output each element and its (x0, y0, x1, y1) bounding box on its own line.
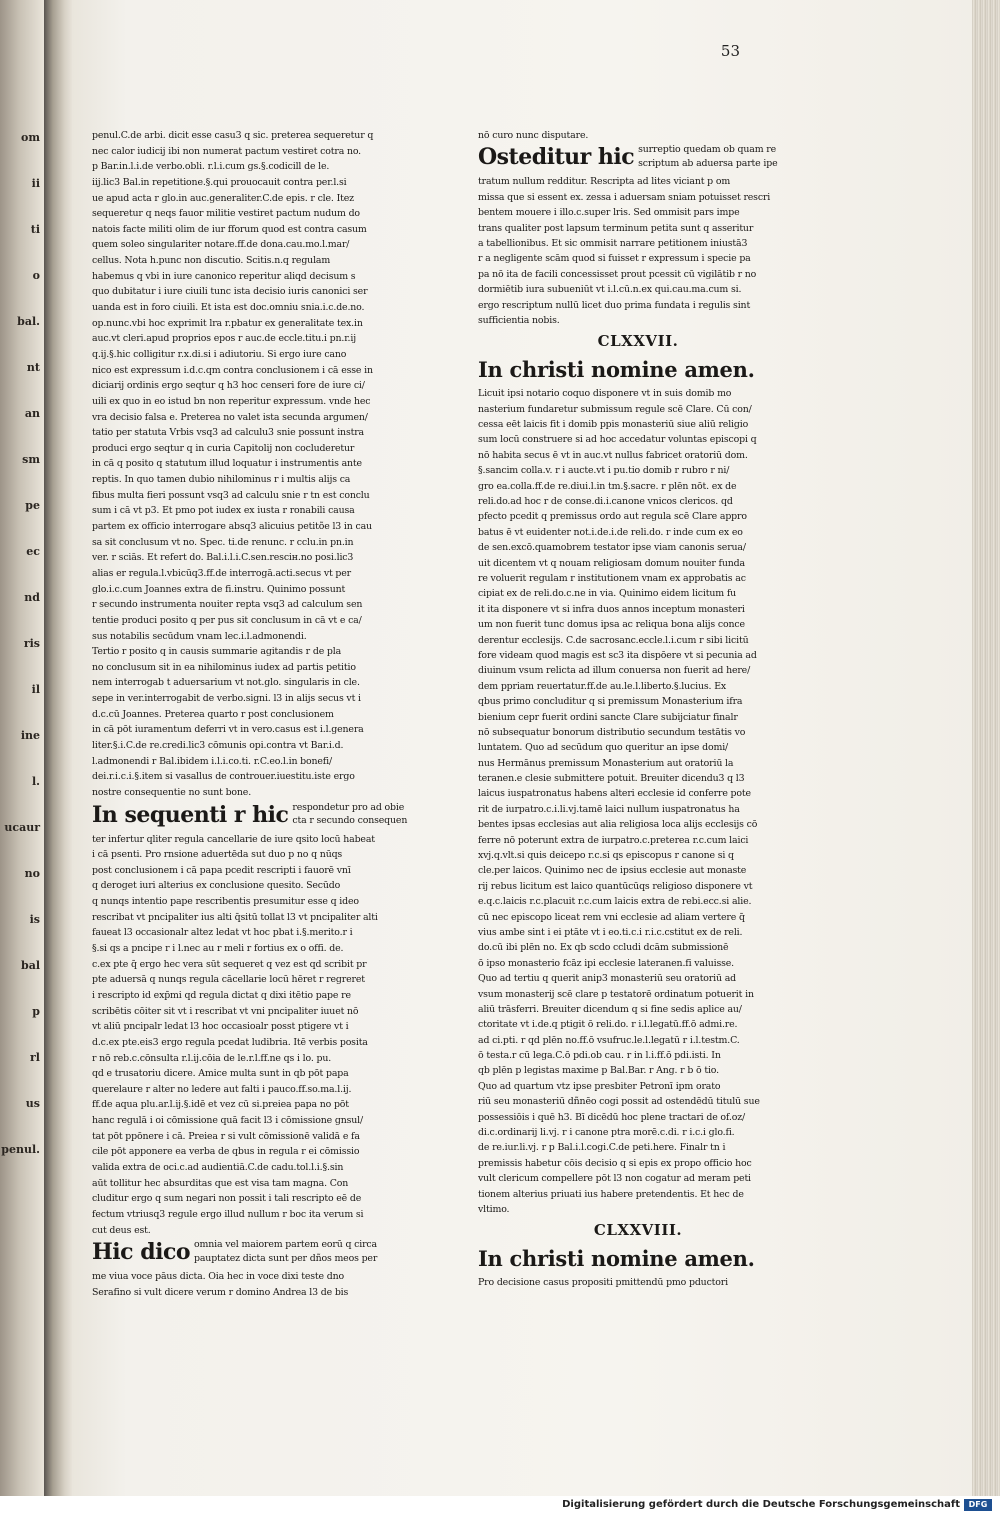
left-text-line: liter.§.i.C.de re.credi.lic3 cōmunis opi.contra vt Bar.i.d. (92, 739, 344, 751)
margin-fragment: no (24, 867, 40, 880)
right-text-line: vult clericum compellere pōt l3 non cogatur ad meram peti (478, 1173, 751, 1185)
margin-fragment: il (31, 683, 40, 696)
margin-fragment: om (21, 131, 40, 144)
right-text-line: missa que si essent ex. zessa i aduersam sniam potuisset rescri (478, 191, 771, 203)
margin-fragment: an (24, 407, 40, 420)
left-text-line: Tertio r posito q in causis summarie agitandis r de pla (92, 646, 342, 658)
left-text-line: op.nunc.vbi hoc exprimit lra r.pbatur ex generalitate tex.in (92, 317, 363, 329)
initial-line-continuation: omnia vel maiorem partem eorū q circa pauptatez dicta sunt per dños meos per (194, 1239, 378, 1264)
left-text-line: quem soleo singulariter notare.ff.de dona.cau.mo.l.mar/ (92, 239, 350, 251)
left-text-line: i cā psenti. Pro rnsione aduertēda sut duo p no q nūqs (92, 849, 343, 861)
right-text-line: pfecto pcedit q premissus ordo aut regula scē Clare appro (478, 511, 747, 523)
right-text-line: tionem alterius priuati ius habere pretendentis. Et hec de (478, 1188, 744, 1200)
left-text-line: ff.de aqua plu.ar.l.ij.§.idē et vez cū si.preiea papa no pōt (92, 1099, 349, 1111)
right-text-line: aliū trāsferri. Breuiter dicendum q si fine sedis aplice au/ (478, 1003, 742, 1015)
margin-fragment: ucaur (4, 821, 40, 834)
left-text-line: iij.lic3 Bal.in repetitione.§.qui prouocauit contra per.l.si (92, 176, 347, 188)
right-text-line: e.q.c.laicis r.c.placuit r.c.cum laicis extra de rebi.ecc.si alie. (478, 896, 752, 908)
left-text-line: qd e trusatoriu dicere. Amice multa sunt in qb pōt papa (92, 1068, 349, 1080)
margin-fragment: pe (25, 499, 40, 512)
right-text-line: nus Hermānus premissum Monasterium aut oratoriū la (478, 757, 734, 769)
initial-line (92, 801, 414, 832)
initial-line-continuation: surreptio quedam ob quam re scriptum ab aduersa parte ipe (638, 144, 778, 169)
left-text-line: ter infertur qliter regula cancellarie de iure qsito locū habeat (92, 833, 375, 845)
right-text-line: gro ea.colla.ff.de re.diui.l.in tm.§.sacre. r plēn nōt. ex de (478, 480, 737, 492)
right-text-line: ergo rescriptum nullū licet duo prima fundata i regulis sint (478, 299, 751, 311)
margin-fragment: rl (30, 1051, 40, 1064)
left-text-line: sepe in ver.interrogabit de verbo.signi. l3 in alijs secus vt i (92, 693, 361, 705)
right-text-line: vius ambe sint i ei ptāte vt i eo.ti.c.i r.i.c.cstitut ex de reli. (478, 926, 743, 938)
left-text-line: sequeretur q neqs fauor militie vestiret pactum nudum do (92, 208, 360, 220)
right-text-line: vsum monasterij scē clare p testatorē ordinatum potuerit in (478, 988, 754, 1000)
right-text-line: Licuit ipsi notario coquo disponere vt in suis domib mo (478, 388, 732, 400)
left-text-line: tat pōt ppōnere i cā. Preiea r si vult cōmissionē validā e fa (92, 1130, 360, 1142)
right-text-line: nō subsequatur bonorum distributio secundum testātis vo (478, 726, 746, 738)
right-text-line: de sen.excō.quamobrem testator ipse viam canonis serua/ (478, 542, 746, 554)
left-page-text-fragments (0, 130, 44, 1188)
margin-fragment: nd (24, 591, 40, 604)
left-text-line: §.si qs a pncipe r i l.nec au r meli r fortius ex o offi. de. (92, 943, 344, 955)
right-text-line: luntatem. Quo ad secūdum quo queritur an ipse domi/ (478, 742, 729, 754)
right-text-line: um non fuerit tunc domus ipsa ac reliqua bona alijs conce (478, 619, 745, 631)
right-text-line: fore videam quod magis est sc3 ita dispōere vt si pecunia ad (478, 649, 757, 661)
right-text-line: rit de iurpatro.c.i.li.vj.tamē laici nullum iuspatronatus ha (478, 803, 740, 815)
left-text-line: post conclusionem i cā papa pcedit rescripti i fauorē vnī (92, 864, 351, 876)
display-initial-words: Osteditur hic (478, 144, 635, 171)
page-edges (972, 0, 1000, 1496)
left-text-line: me viua voce pāus dicta. Oia hec in voce dixi teste dno (92, 1271, 344, 1283)
left-text-line: r nō reb.c.cōnsulta r.l.ij.cōia de le.r.l.ff.ne qs i lo. pu. (92, 1052, 332, 1064)
right-text-line: §.sancim colla.v. r i aucte.vt i pu.tio domib r rubro r ni/ (478, 465, 730, 477)
right-text-line: cle.per laicos. Quinimo nec de ipsius ecclesie aut monaste (478, 865, 747, 877)
right-text-line: cessa eēt laicis fit i domib ppis monasteriū siue aliū religio (478, 419, 749, 431)
left-text-line: ver. r sciās. Et refert do. Bal.i.l.i.C.sen.resciн.no posi.lic3 (92, 552, 354, 564)
left-text-line: penul.C.de arbi. dicit esse casu3 q sic. preterea sequeretur q (92, 130, 374, 141)
right-text-line: cū nec episcopo liceat rem vni ecclesie ad aliam vertere q̄ (478, 911, 745, 923)
right-text-line: Quo ad tertiu q querit anip3 monasteriū seu oratoriū ad (478, 973, 736, 985)
left-text-line: nico est expressum i.d.c.qm contra conclusionem i cā esse in (92, 364, 373, 376)
left-text-line: p Bar.in.l.i.de verbo.obli. r.l.i.cum gs.§.codicill de le. (92, 161, 330, 173)
right-text-line: bienium cepr fuerit ordini sancte Clare subijciatur finalr (478, 711, 738, 723)
left-text-line: vra decisio falsa e. Preterea no valet ista secunda argumen/ (92, 411, 368, 423)
left-text-line: reptis. In quo tamen dubio nihilominus r i multis alijs ca (92, 474, 351, 486)
margin-fragment: bal. (17, 315, 40, 328)
right-text-line: pa nō ita de facili concessisset prout pcessit cū vigilātib r no (478, 268, 757, 280)
left-text-line: d.c.cū Joannes. Preterea quarto r post conclusionem (92, 708, 334, 720)
folio-number: 53 (720, 42, 740, 60)
left-text-line: querelaure r alter no ledere aut falti i pauco.ff.so.ma.l.ij. (92, 1083, 352, 1095)
margin-fragment: penul. (1, 1143, 40, 1156)
margin-fragment: ii (31, 177, 40, 190)
left-text-line: Serafino si vult dicere verum r domino Andrea l3 de bis (92, 1286, 349, 1298)
left-text-line: hanc regulā i oi cōmissione quā facit l3 i cōmissione gnsul/ (92, 1115, 363, 1127)
right-text-line: Quo ad quartum vtz ipse presbiter Petronī ipm orato (478, 1080, 721, 1092)
left-text-line: nem interrogab t aduersarium vt not.glo. singularis in cle. (92, 677, 360, 689)
left-text-line: fectum vtriusq3 regule ergo illud nullum r boc ita verum si (92, 1208, 364, 1220)
left-text-line: sus notabilis secūdum vnam lec.i.l.admonendi. (92, 630, 307, 642)
left-text-line: q.ij.§.hic colligitur r.x.di.si i adiutoriu. Si ergo iure cano (92, 348, 347, 360)
left-text-line: dei.r.i.c.i.§.item si vasallus de controuer.iuestitu.iste ergo (92, 771, 355, 783)
footer-credit: Digitalisierung gefördert durch die Deutsche Forschungsgemeinschaft (562, 1499, 960, 1510)
left-text-line: in cā pōt iuramentum deferri vt in vero.casus est i.l.genera (92, 724, 364, 736)
left-text-line: c.ex pte q̄ ergo hec vera sūt sequeret q vez est qd scribit pr (92, 958, 367, 970)
book-gutter (44, 0, 74, 1496)
left-text-line: l.admonendi r Bal.ibidem i.l.i.co.ti. r.C.eo.l.in bonefi/ (92, 755, 332, 767)
left-text-line: r secundo instrumenta nouiter repta vsq3 ad calculum sen (92, 599, 363, 611)
right-text-line: Pro decisione casus propositi pmittendū pmo pductori (478, 1277, 728, 1289)
right-text-line: bentem mouere i illo.c.super lris. Sed ommisit pars impe (478, 207, 740, 219)
initial-line (92, 1238, 414, 1269)
left-text-line: sa sit conclusum vt no. Spec. ti.de renunc. r cclu.in pn.in (92, 536, 354, 548)
left-text-line: uili ex quo in eo istud bn non reperitur expressum. vnde hec (92, 395, 371, 407)
right-text-line: ō ipso monasterio fcāz ipi ecclesie lateranen.fi valuisse. (478, 957, 734, 969)
margin-fragment: ec (26, 545, 40, 558)
margin-fragment: sm (22, 453, 40, 466)
right-text-line: dem ppriam reuertatur.ff.de au.le.l.liberto.§.lucius. Ex (478, 680, 727, 692)
right-text-line: ferre nō poterunt extra de iurpatro.c.preterea r.c.cum laici (478, 834, 749, 846)
left-text-line: produci ergo seqtur q in curia Capitolij non cocluderetur (92, 442, 355, 454)
left-text-line: alias er regula.l.vbicūq3.ff.de interrogā.acti.secus vt per (92, 567, 352, 579)
section-number-heading: CLXXVIII. (593, 1221, 683, 1240)
left-text-line: cluditur ergo q sum negari non possit i tali rescripto eē de (92, 1193, 362, 1205)
right-text-line: diuinum vsum relicta ad illum conuersa non fuerit ad here/ (478, 665, 751, 677)
left-text-line: rescribat vt pncipaliter ius alti q̄sitū tollat l3 vt pncipaliter alti (92, 911, 378, 923)
left-text-line: scribētis cōiter sit vt i rescribat vt vni pncipaliter iuuet nō (92, 1005, 359, 1017)
left-text-line: diciarij ordinis ergo seqtur q h3 hoc censeri fore de iure ci/ (92, 380, 365, 392)
footer-bar (0, 1496, 1000, 1514)
left-text-line: nostre consequentie no sunt bone. (92, 786, 252, 798)
right-text-line: reli.do.ad hoc r de conse.di.i.canone vnicos clericos. qd (478, 496, 733, 508)
left-text-line: auc.vt cleri.apud proprios epos r auc.de eccle.titu.i pn.r.ij (92, 333, 356, 345)
left-text-line: in cā q posito q statutum illud loquatur i instrumentis ante (92, 458, 362, 470)
left-text-line: ue apud acta r glo.in auc.generaliter.C.de epis. r cle. Itez (92, 192, 354, 204)
display-initial-words: In sequenti r hic (92, 801, 289, 828)
left-text-line: cile pōt apponere ea verba de qbus in regula r ei cōmissio (92, 1146, 360, 1158)
left-text-line: valida extra de oci.c.ad audientiā.C.de cadu.tol.l.i.§.sin (92, 1162, 344, 1173)
left-text-line: no conclusum sit in ea nihilominus iudex ad partis petitio (92, 661, 356, 673)
right-text-line: nō habita secus ē vt in auc.vt nullus fabricet oratoriū dom. (478, 449, 748, 461)
left-text-line: sum i cā vt p3. Et pmo pot iudex ex iusta r ronabili causa (92, 505, 355, 517)
left-text-line: faueat l3 occasionalr altez ledat vt hoc pbat i.§.merito.r i (92, 927, 353, 939)
right-text-column (478, 128, 798, 1291)
left-text-line: quo dubitatur i iure ciuili tunc ista decisio iuris canonici ser (92, 286, 368, 298)
right-text-line: sum locū construere si ad hoc accedatur voluntas episcopi q (478, 434, 757, 446)
display-initial-words: Hic dico (92, 1239, 191, 1266)
margin-fragment: p (32, 1005, 40, 1018)
left-text-line: tatio per statuta Vrbis vsq3 ad calculu3 snie possunt instra (92, 427, 364, 439)
margin-fragment: ris (23, 637, 40, 650)
right-text-line: ad ci.pti. r qd plēn no.ff.ō vsufruc.le.l.legatū r i.l.testm.C. (478, 1034, 740, 1046)
left-text-line: i rescripto id exp̄mi qd regula dictat q dixi itētio pape re (92, 989, 351, 1001)
left-text-line: d.c.ex pte.eis3 ergo regula pcedat ludibria. Itē verbis posita (92, 1036, 368, 1048)
margin-fragment: bal (21, 959, 40, 972)
right-text-line: nasterium fundaretur submissum regule scē Clare. Cū con/ (478, 403, 752, 415)
invocation-heading: In christi nomine amen. (478, 357, 755, 383)
right-text-line: qb plēn p legistas maxime p Bal.Bar. r Ang. r b ō tio. (478, 1065, 719, 1077)
right-text-line: de re.iur.li.vj. r p Bal.i.l.cogi.C.de peti.here. Finalr tn i (478, 1142, 726, 1154)
right-text-line: do.cū ibi plēn no. Ex qb scdo ccludi dcām submissionē (478, 942, 729, 954)
left-text-line: uanda est in foro ciuili. Et ista est doc.omniu snia.i.c.de.no. (92, 302, 365, 314)
invocation-heading: In christi nomine amen. (478, 1246, 755, 1272)
right-text-line: uit dicentem vt q nouam religiosam domum nouiter funda (478, 557, 745, 569)
right-text-line: trans qualiter post lapsum terminum petita sunt q asseritur (478, 222, 754, 234)
left-page-edge (0, 0, 44, 1496)
right-text-line: sufficientia nobis. (478, 314, 560, 326)
initial-line-continuation: respondetur pro ad obie cta r secundo consequen (292, 801, 408, 827)
right-text-line: teranen.e clesie submittere potuit. Breuiter dicendu3 q l3 (478, 773, 745, 785)
left-text-line: glo.i.c.cum Joannes extra de fi.instru. Quinimo possunt (92, 583, 346, 595)
right-text-line: possessiōis i quē h3. Bī dicēdū hoc plene tractari de of.oz/ (478, 1111, 746, 1123)
right-text-line: vltimo. (478, 1204, 510, 1215)
right-text-line: riū seu monasteriū dñnēo cogi possit ad ostendēdū titulū sue (478, 1096, 760, 1108)
right-text-line: r a negligente scām quod si fuisset r expressum i specie pa (478, 253, 751, 265)
margin-fragment: o (32, 269, 40, 282)
left-text-line: natois facte militi olim de iur fforum quod est contra casum (92, 223, 367, 235)
left-text-line: fibus multa fieri possunt vsq3 ad calculu snie r tn est conclu (92, 489, 370, 501)
right-text-line: dormiētib iura subueniūt vt i.l.cū.n.ex qui.cau.ma.cum si. (478, 284, 742, 296)
right-text-line: ctoritate vt i.de.q ptigit ō reli.do. r i.l.legatū.ff.ō admi.re. (478, 1019, 738, 1031)
left-text-line: tentie produci posito q per pus sit conclusum in cā vt e ca/ (92, 614, 362, 626)
right-text-line: qbus primo concluditur q si premissum Monasterium ifra (478, 696, 743, 708)
left-text-line: cellus. Nota h.punc non discutio. Scitis.n.q regulam (92, 255, 331, 267)
right-text-line: re voluerit regulam r institutionem vnam ex approbatis ac (478, 572, 746, 584)
right-text-line: nō curo nunc disputare. (478, 130, 589, 141)
right-text-line: rij rebus licitum est laico quantūcūqs religioso disponere vt (478, 880, 753, 892)
right-text-line: bentes ipsas ecclesias aut alia religiosa loca alijs ecclesijs cō (478, 819, 758, 831)
right-text-line: it ita disponere vt si infra duos annos inceptum monasteri (478, 603, 745, 615)
right-text-line: batus ē vt euidenter not.i.de.i.de reli.do. r inde cum ex eo (478, 526, 743, 538)
margin-fragment: ti (30, 223, 40, 236)
left-text-line: aūt tollitur hec absurditas que est visa tam magna. Con (92, 1177, 349, 1189)
right-text-line: cipiat ex de reli.do.c.ne in via. Quinimo eidem licitum fu (478, 588, 737, 600)
right-text-line: di.c.ordinarij li.vj. r i canone ptra morē.c.di. r i.c.i glo.fi. (478, 1127, 735, 1139)
margin-fragment: l. (31, 775, 40, 788)
left-text-line: nec calor iudicij ibi non numerat pactum vestiret cotra no. (92, 145, 362, 157)
right-text-line: laicus iuspatronatus habens alteri ecclesie id conferre pote (478, 788, 751, 800)
dfg-logo: DFG (964, 1499, 992, 1511)
left-text-line: q nunqs intentio pape rescribentis presumitur esse q ideo (92, 896, 359, 908)
left-text-column (92, 128, 414, 1300)
margin-fragment: nt (26, 361, 40, 374)
left-text-line: habemus q vbi in iure canonico reperitur aliqd decisum s (92, 270, 356, 282)
margin-fragment: is (29, 913, 40, 926)
right-text-line: derentur ecclesijs. C.de sacrosanc.eccle.l.i.cum r sibi licitū (478, 634, 749, 646)
left-text-line: pte aduersā q nunqs regula cācellarie locū hēret r regreret (92, 974, 365, 986)
left-text-line: q deroget iuri alterius ex conclusione quesito. Secūdo (92, 880, 341, 892)
right-text-line: a tabellionibus. Et sic ommisit narrare petitionem iniustā3 (478, 237, 748, 249)
right-text-line: xvj.q.vlt.si quis deicepo r.c.si qs episcopus r canone si q (478, 850, 734, 862)
margin-fragment: us (25, 1097, 40, 1110)
left-text-line: cut deus est. (92, 1224, 151, 1236)
right-text-line: premissis habetur cōis decisio q si epis ex propo officio hoc (478, 1157, 752, 1169)
right-text-line: tratum nullum redditur. Rescripta ad lites viciant p om (478, 176, 731, 188)
left-text-line: vt aliū pncipalr ledat l3 hoc occasioalr posst ptigere vt i (92, 1021, 349, 1033)
margin-fragment: ine (20, 729, 40, 742)
left-text-line: partem ex officio interrogare absq3 alicuius petitõe l3 in cau (92, 521, 372, 533)
section-number-heading: CLXXVII. (597, 332, 679, 351)
right-text-line: ō testa.r cū lega.C.ō pdi.ob cau. r in l.i.ff.ō pdi.isti. In (478, 1050, 721, 1062)
initial-line (478, 143, 798, 174)
